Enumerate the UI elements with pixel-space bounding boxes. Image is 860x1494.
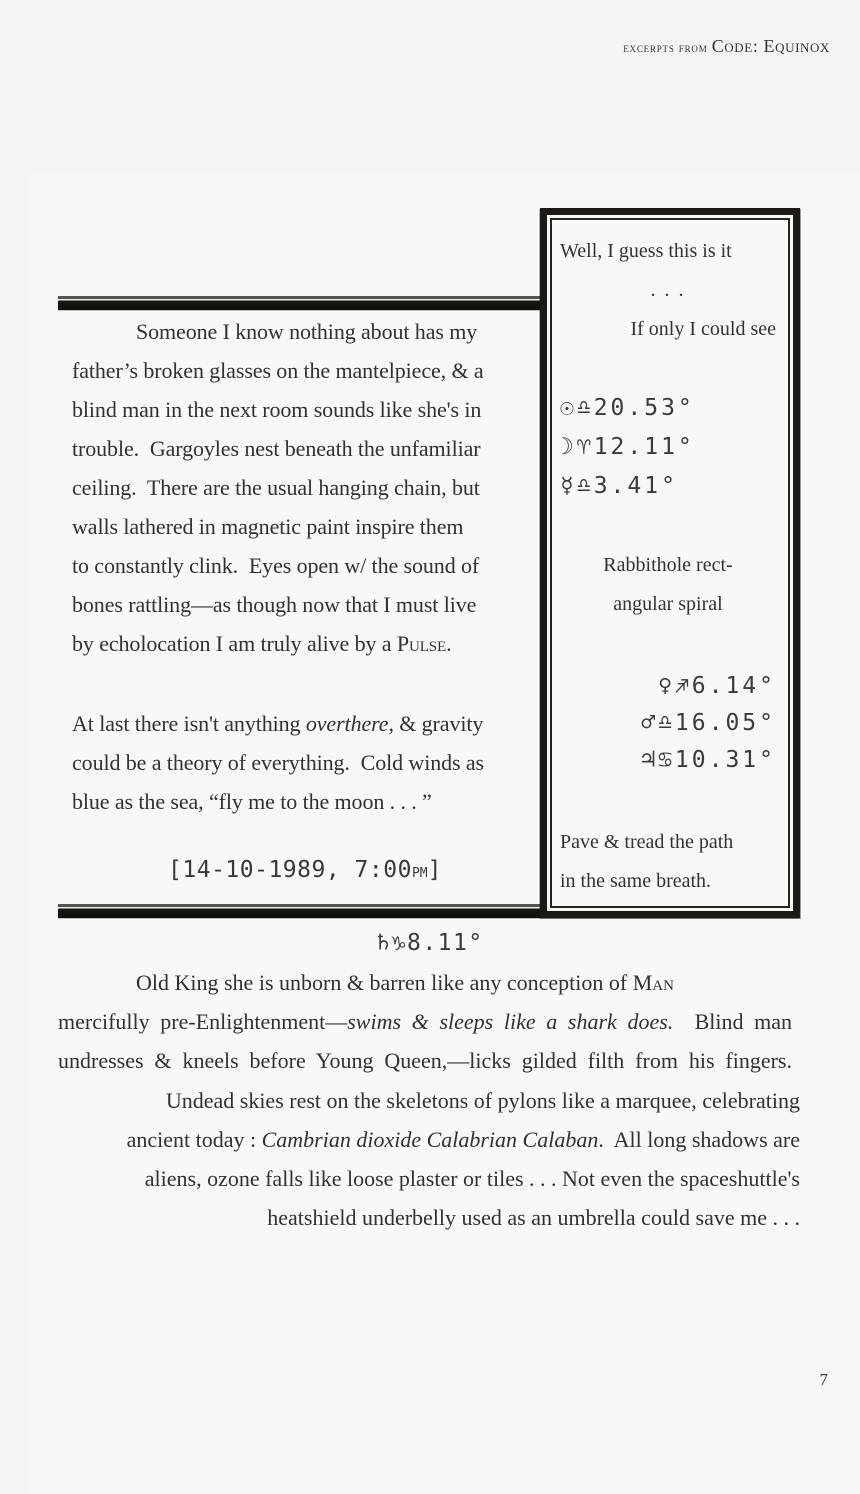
sidebar-closing-note: Pave & tread the path in the same breath. xyxy=(560,831,734,892)
diary-box-top-rule xyxy=(58,296,542,310)
sidebar-opening-line: Well, I guess this is it xyxy=(560,240,732,262)
closing-paragraph-1: Old King she is unborn & barren like any conception of Man mercifully pre-Enlightenment—swims & sleeps like a shark does. Blind man undresses & kneels before Young Queen,—licks gilded filth from his fingers. xyxy=(58,970,793,1073)
diary-datestamp: [14-10-1989, 7:00pm] xyxy=(168,857,442,883)
astrology-readout-top: ☉♎20.53° ☽♈12.11° ☿♎3.41° xyxy=(560,395,695,499)
diary-paragraph-2: At last there isn't anything overthere, & gravity could be a theory of everything. Cold winds as blue as the sea, “fly me to the moon . . . ” xyxy=(72,711,484,814)
astrology-readout-mid: ♀♐6.14° ♂♎16.05° ♃♋10.31° xyxy=(641,673,776,773)
diary-paragraph-1: Someone I know nothing about has my father’s broken glasses on the mantelpiece, & a blind man in the next room sounds like she's in trouble. Gargoyles nest beneath the unfamiliar ceiling. There are the usual hanging chain, but walls lathered in magnetic paint inspire them to constantly clink. Eyes open w/ the sound of bones rattling—as though now that I must live by echolocation I am truly alive by a Pulse. xyxy=(72,319,484,656)
diary-entry xyxy=(58,312,542,891)
astrology-readout-saturn: ♄♑8.11° xyxy=(376,930,484,956)
diary-box-bottom-rule xyxy=(58,904,542,918)
page-number: 7 xyxy=(819,1370,828,1389)
margin-note-box-inner xyxy=(550,218,790,908)
sidebar-wish-line: If only I could see xyxy=(630,318,776,340)
sidebar-ellipsis: . . . xyxy=(650,279,686,301)
running-header: excerpts from Code: Equinox xyxy=(623,36,830,56)
margin-note-box xyxy=(540,208,800,918)
closing-paragraph-2: Undead skies rest on the skeletons of pylons like a marquee, celebrating ancient today : Cambrian dioxide Calabrian Calaban. All long shadows are aliens, ozone falls like loose plaster or tiles . . . Not even the spaceshuttle's heatshield underbelly used as an umbrella could save me . . . xyxy=(126,1088,800,1230)
sidebar-rabbithole-note: Rabbithole rect- angular spiral xyxy=(603,554,733,615)
